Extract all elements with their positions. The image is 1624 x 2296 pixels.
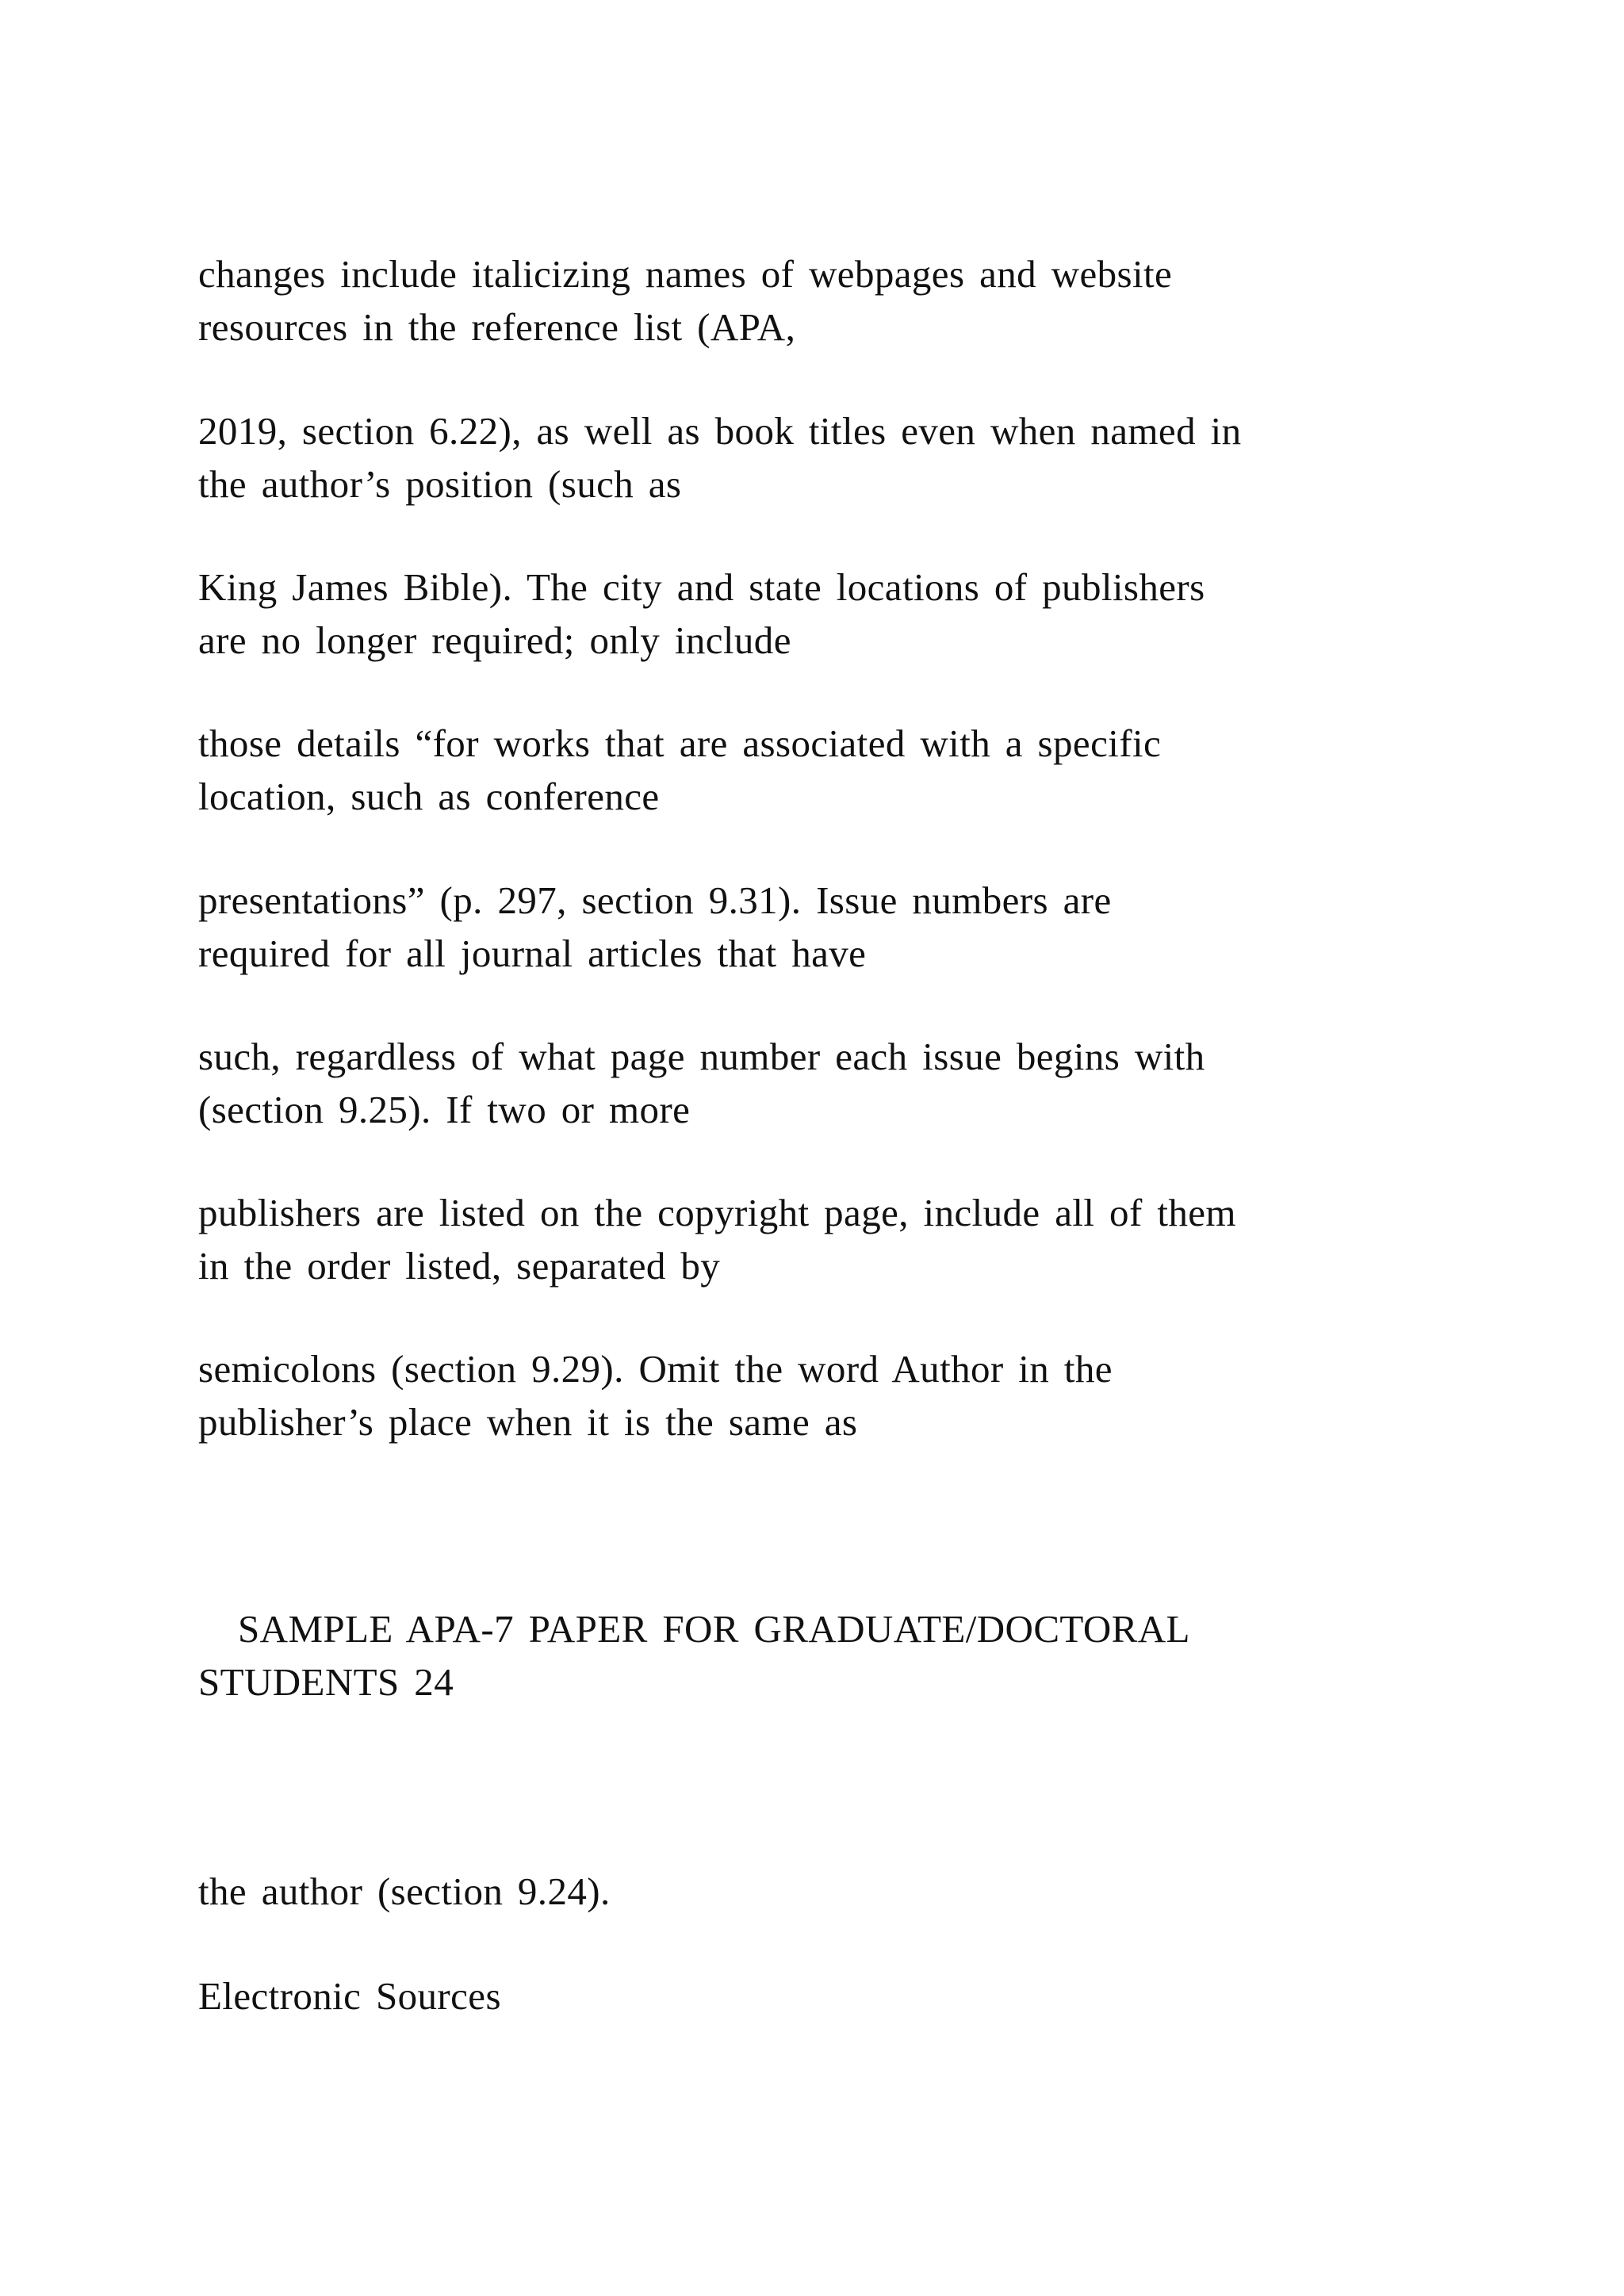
paragraph-line: semicolons (section 9.29). Omit the word Author in the xyxy=(198,1347,1113,1391)
running-head-line: SAMPLE APA-7 PAPER FOR GRADUATE/DOCTORAL xyxy=(238,1607,1190,1651)
paragraph-line: changes include italicizing names of webpages and website xyxy=(198,252,1173,296)
section-heading xyxy=(198,1969,1435,2022)
paragraph-line: publishers are listed on the copyright page, include all of them xyxy=(198,1191,1236,1234)
paragraph-1 xyxy=(198,247,1435,354)
paragraph-line: location, such as conference xyxy=(198,775,660,818)
paragraph-line: publisher’s place when it is the same as xyxy=(198,1400,858,1444)
paragraph-line: in the order listed, separated by xyxy=(198,1244,721,1288)
paragraph-line: required for all journal articles that have xyxy=(198,932,867,975)
paragraph-line: the author (section 9.24). xyxy=(198,1869,611,1913)
running-head-line: STUDENTS 24 xyxy=(198,1660,454,1704)
continuation-text xyxy=(198,1865,1435,1918)
paragraph-3 xyxy=(198,561,1435,667)
paragraph-6 xyxy=(198,1030,1435,1136)
paragraph-5 xyxy=(198,874,1435,980)
paragraph-8 xyxy=(198,1342,1435,1448)
heading-text: Electronic Sources xyxy=(198,1974,501,2018)
paragraph-line: such, regardless of what page number each issue begins with xyxy=(198,1035,1205,1078)
paragraph-line: resources in the reference list (APA, xyxy=(198,305,796,349)
paragraph-line: King James Bible). The city and state locations of publishers xyxy=(198,565,1205,609)
paragraph-line: those details “for works that are associated with a specific xyxy=(198,721,1162,765)
paragraph-2 xyxy=(198,404,1435,511)
paragraph-line: (section 9.25). If two or more xyxy=(198,1088,691,1131)
paragraph-4 xyxy=(198,717,1435,823)
running-head xyxy=(198,1602,1435,1709)
paragraph-line: the author’s position (such as xyxy=(198,462,682,506)
paragraph-line: are no longer required; only include xyxy=(198,618,791,662)
paragraph-line: 2019, section 6.22), as well as book titles even when named in xyxy=(198,409,1242,453)
paragraph-7 xyxy=(198,1186,1435,1292)
paragraph-line: presentations” (p. 297, section 9.31). Issue numbers are xyxy=(198,878,1112,922)
